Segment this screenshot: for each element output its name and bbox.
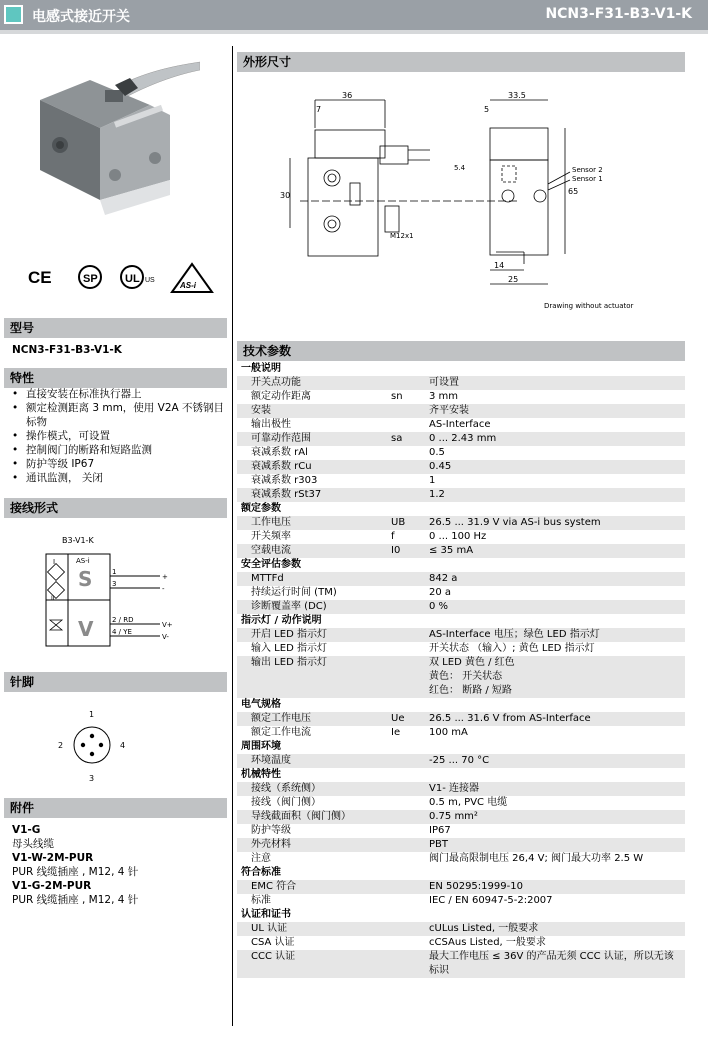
svg-text:UL: UL bbox=[125, 273, 140, 285]
v-label: V bbox=[78, 617, 94, 641]
spec-label: 输入 LED 指示灯 bbox=[237, 642, 387, 656]
spec-value: 0 % bbox=[425, 600, 685, 614]
model-value: NCN3-F31-B3-V1-K bbox=[12, 344, 122, 356]
model-header: 型号 bbox=[4, 318, 227, 338]
spec-row bbox=[237, 880, 685, 894]
svg-text:-: - bbox=[162, 585, 165, 593]
feature-item: • 额定检测距离 3 mm，使用 V2A 不锈钢目标物 bbox=[12, 401, 227, 429]
spec-row bbox=[237, 726, 685, 740]
spec-label: 开关频率 bbox=[237, 530, 387, 544]
spec-symbol bbox=[387, 642, 425, 656]
spec-value: 双 LED 黄色 / 红色 黄色： 开关状态 红色： 断路 / 短路 bbox=[425, 656, 685, 698]
spec-label: 开启 LED 指示灯 bbox=[237, 628, 387, 642]
spec-label: 防护等级 bbox=[237, 824, 387, 838]
spec-row bbox=[237, 530, 685, 544]
spec-symbol bbox=[387, 446, 425, 460]
spec-row bbox=[237, 852, 685, 866]
spec-value: 0.5 m, PVC 电缆 bbox=[425, 796, 685, 810]
spec-row bbox=[237, 544, 685, 558]
connection-header: 接线形式 bbox=[4, 498, 227, 518]
svg-text:7: 7 bbox=[316, 105, 322, 114]
spec-row bbox=[237, 404, 685, 418]
spec-group-title bbox=[237, 698, 685, 712]
ce-mark-icon: CE bbox=[28, 268, 52, 287]
feature-item: • 操作模式，可设置 bbox=[12, 429, 227, 443]
spec-row bbox=[237, 754, 685, 768]
spec-row bbox=[237, 796, 685, 810]
spec-group-title bbox=[237, 614, 685, 628]
spec-row bbox=[237, 782, 685, 796]
spec-value: 阀门最高限制电压 26,4 V; 阀门最大功率 2.5 W bbox=[425, 852, 685, 866]
svg-text:US: US bbox=[145, 277, 155, 284]
spec-label: CCC 认证 bbox=[237, 950, 387, 978]
svg-text:Sensor 2: Sensor 2 bbox=[572, 166, 603, 174]
spec-row bbox=[237, 390, 685, 404]
spec-label: 开关点功能 bbox=[237, 376, 387, 390]
spec-symbol bbox=[387, 754, 425, 768]
spec-symbol bbox=[387, 600, 425, 614]
svg-text:1: 1 bbox=[112, 568, 117, 576]
spec-group-label: 认证和证书 bbox=[237, 908, 685, 922]
spec-symbol bbox=[387, 628, 425, 642]
spec-label: 导线截面积（阀门侧） bbox=[237, 810, 387, 824]
spec-symbol bbox=[387, 810, 425, 824]
asi-label: AS-i bbox=[76, 557, 90, 565]
spec-symbol bbox=[387, 894, 425, 908]
spec-label: 标准 bbox=[237, 894, 387, 908]
spec-value: 1.2 bbox=[425, 488, 685, 502]
spec-label: 环境温度 bbox=[237, 754, 387, 768]
page-title: 电感式接近开关 bbox=[32, 9, 130, 25]
spec-row bbox=[237, 922, 685, 936]
spec-value: V1- 连接器 bbox=[425, 782, 685, 796]
spec-value: 0 ... 100 Hz bbox=[425, 530, 685, 544]
features-list bbox=[12, 387, 227, 485]
spec-label: 安装 bbox=[237, 404, 387, 418]
spec-symbol bbox=[387, 488, 425, 502]
feature-item: • 直接安装在标准执行器上 bbox=[12, 387, 227, 401]
accessory-desc: 母头线缆 bbox=[12, 838, 54, 850]
svg-text:5: 5 bbox=[484, 105, 490, 114]
spec-symbol bbox=[387, 922, 425, 936]
spec-row bbox=[237, 950, 685, 978]
spec-row bbox=[237, 376, 685, 390]
svg-text:I: I bbox=[53, 558, 56, 566]
spec-label: 衰减系数 rAl bbox=[237, 446, 387, 460]
features-header: 特性 bbox=[4, 368, 227, 388]
spec-symbol bbox=[387, 782, 425, 796]
accessory-list bbox=[12, 823, 227, 907]
spec-row bbox=[237, 810, 685, 824]
spec-symbol: UB bbox=[387, 516, 425, 530]
svg-text:4: 4 bbox=[120, 741, 126, 750]
svg-text:SP: SP bbox=[83, 273, 98, 285]
svg-text:65: 65 bbox=[568, 187, 579, 196]
feature-item: • 防护等级 IP67 bbox=[12, 457, 227, 471]
dimensions-header: 外形尺寸 bbox=[237, 52, 685, 72]
dimension-drawing bbox=[240, 88, 685, 318]
spec-label: 输出 LED 指示灯 bbox=[237, 656, 387, 698]
spec-symbol: sa bbox=[387, 432, 425, 446]
spec-symbol bbox=[387, 460, 425, 474]
spec-group-title bbox=[237, 908, 685, 922]
pinout-header: 针脚 bbox=[4, 672, 227, 692]
svg-text:30: 30 bbox=[280, 191, 291, 200]
feature-item: • 控制阀门的断路和短路监测 bbox=[12, 443, 227, 457]
spec-value: EN 50295:1999-10 bbox=[425, 880, 685, 894]
spec-value: AS-Interface 电压；绿色 LED 指示灯 bbox=[425, 628, 685, 642]
svg-text:14: 14 bbox=[494, 261, 505, 270]
spec-label: 衰减系数 rCu bbox=[237, 460, 387, 474]
spec-symbol bbox=[387, 796, 425, 810]
svg-text:1: 1 bbox=[89, 710, 95, 719]
spec-symbol bbox=[387, 572, 425, 586]
spec-group-label: 一般说明 bbox=[237, 362, 685, 376]
spec-symbol: sn bbox=[387, 390, 425, 404]
spec-symbol bbox=[387, 880, 425, 894]
spec-symbol bbox=[387, 950, 425, 978]
spec-row bbox=[237, 712, 685, 726]
spec-value: 齐平安装 bbox=[425, 404, 685, 418]
svg-text:3: 3 bbox=[89, 774, 95, 783]
connection-diagram bbox=[40, 548, 220, 658]
certification-logos bbox=[20, 260, 220, 296]
spec-group-title bbox=[237, 362, 685, 376]
spec-symbol bbox=[387, 586, 425, 600]
spec-label: 接线（系统侧） bbox=[237, 782, 387, 796]
spec-symbol: Ue bbox=[387, 712, 425, 726]
svg-text:V-: V- bbox=[162, 633, 169, 641]
spec-label: MTTFd bbox=[237, 572, 387, 586]
spec-table bbox=[237, 362, 685, 978]
spec-symbol bbox=[387, 404, 425, 418]
spec-value: 最大工作电压 ≤ 36V 的产品无须 CCC 认证，所以无该标识 bbox=[425, 950, 685, 978]
spec-label: 可靠动作范围 bbox=[237, 432, 387, 446]
spec-group-label: 符合标准 bbox=[237, 866, 685, 880]
spec-group-label: 周围环境 bbox=[237, 740, 685, 754]
feature-item: • 通讯监测， 关闭 bbox=[12, 471, 227, 485]
spec-row bbox=[237, 656, 685, 698]
spec-value: PBT bbox=[425, 838, 685, 852]
spec-value: IP67 bbox=[425, 824, 685, 838]
spec-value: 0.75 mm² bbox=[425, 810, 685, 824]
svg-text:M12x1: M12x1 bbox=[390, 232, 414, 240]
spec-value: 26.5 ... 31.9 V via AS-i bus system bbox=[425, 516, 685, 530]
spec-row bbox=[237, 936, 685, 950]
spec-row bbox=[237, 642, 685, 656]
spec-row bbox=[237, 600, 685, 614]
spec-label: 持续运行时间 (TM) bbox=[237, 586, 387, 600]
title-bar bbox=[0, 0, 708, 30]
spec-value: 842 a bbox=[425, 572, 685, 586]
spec-symbol bbox=[387, 474, 425, 488]
svg-text:II: II bbox=[51, 595, 55, 602]
spec-row bbox=[237, 838, 685, 852]
spec-value: 0.45 bbox=[425, 460, 685, 474]
spec-label: 外壳材料 bbox=[237, 838, 387, 852]
spec-value: 3 mm bbox=[425, 390, 685, 404]
svg-text:3: 3 bbox=[112, 580, 117, 588]
product-photo bbox=[30, 60, 200, 225]
spec-value: AS-Interface bbox=[425, 418, 685, 432]
spec-label: 接线（阀门侧） bbox=[237, 796, 387, 810]
accessory-desc: PUR 线缆插座 , M12, 4 针 bbox=[12, 894, 139, 906]
pinout-diagram bbox=[50, 705, 140, 785]
spec-label: 衰减系数 r303 bbox=[237, 474, 387, 488]
spec-value: 可设置 bbox=[425, 376, 685, 390]
svg-text:4 / YE: 4 / YE bbox=[112, 628, 132, 636]
model-number: NCN3-F31-B3-V1-K bbox=[545, 6, 692, 22]
accessory-name: V1-G-2M-PUR bbox=[12, 880, 92, 892]
svg-text:5.4: 5.4 bbox=[454, 164, 466, 172]
spec-value: 100 mA bbox=[425, 726, 685, 740]
svg-text:+: + bbox=[162, 573, 168, 581]
svg-text:36: 36 bbox=[342, 91, 353, 100]
svg-text:25: 25 bbox=[508, 275, 519, 284]
spec-row bbox=[237, 824, 685, 838]
spec-label: 额定工作电压 bbox=[237, 712, 387, 726]
svg-text:2 / RD: 2 / RD bbox=[112, 616, 134, 624]
accessory-name: V1-G bbox=[12, 824, 41, 836]
s-label: S bbox=[78, 567, 93, 591]
spec-symbol bbox=[387, 936, 425, 950]
spec-row bbox=[237, 586, 685, 600]
svg-text:Sensor 1: Sensor 1 bbox=[572, 175, 603, 183]
spec-symbol bbox=[387, 656, 425, 698]
spec-group-label: 指示灯 / 动作说明 bbox=[237, 614, 685, 628]
spec-label: CSA 认证 bbox=[237, 936, 387, 950]
spec-row bbox=[237, 572, 685, 586]
spec-label: 空载电流 bbox=[237, 544, 387, 558]
spec-value: -25 ... 70 °C bbox=[425, 754, 685, 768]
spec-label: 衰减系数 rSt37 bbox=[237, 488, 387, 502]
spec-row bbox=[237, 628, 685, 642]
spec-label: 注意 bbox=[237, 852, 387, 866]
spec-symbol: I0 bbox=[387, 544, 425, 558]
tech-data-header: 技术参数 bbox=[237, 341, 685, 361]
spec-label: 工作电压 bbox=[237, 516, 387, 530]
svg-text:Drawing without actuator: Drawing without actuator bbox=[544, 302, 634, 310]
accessories-header: 附件 bbox=[4, 798, 227, 818]
spec-group-title bbox=[237, 768, 685, 782]
accessory-desc: PUR 线缆插座 , M12, 4 针 bbox=[12, 866, 139, 878]
spec-symbol bbox=[387, 852, 425, 866]
spec-label: 输出极性 bbox=[237, 418, 387, 432]
spec-value: 0.5 bbox=[425, 446, 685, 460]
svg-text:V+: V+ bbox=[162, 621, 173, 629]
spec-symbol bbox=[387, 838, 425, 852]
spec-value: IEC / EN 60947-5-2:2007 bbox=[425, 894, 685, 908]
accessory-name: V1-W-2M-PUR bbox=[12, 852, 94, 864]
svg-text:2: 2 bbox=[58, 741, 64, 750]
spec-group-title bbox=[237, 502, 685, 516]
title-bar-underline bbox=[0, 30, 708, 34]
spec-value: cCSAus Listed, 一般要求 bbox=[425, 936, 685, 950]
spec-group-label: 机械特性 bbox=[237, 768, 685, 782]
spec-value: 20 a bbox=[425, 586, 685, 600]
spec-value: 开关状态 （输入）; 黄色 LED 指示灯 bbox=[425, 642, 685, 656]
spec-row bbox=[237, 516, 685, 530]
spec-value: 0 ... 2.43 mm bbox=[425, 432, 685, 446]
spec-group-label: 电气规格 bbox=[237, 698, 685, 712]
spec-group-title bbox=[237, 866, 685, 880]
spec-label: 诊断覆盖率 (DC) bbox=[237, 600, 387, 614]
spec-row bbox=[237, 446, 685, 460]
spec-value: cULus Listed, 一般要求 bbox=[425, 922, 685, 936]
spec-row bbox=[237, 488, 685, 502]
spec-symbol bbox=[387, 824, 425, 838]
spec-label: 额定动作距离 bbox=[237, 390, 387, 404]
spec-value: ≤ 35 mA bbox=[425, 544, 685, 558]
spec-row bbox=[237, 432, 685, 446]
spec-label: 额定工作电流 bbox=[237, 726, 387, 740]
spec-row bbox=[237, 894, 685, 908]
spec-label: UL 认证 bbox=[237, 922, 387, 936]
spec-symbol bbox=[387, 418, 425, 432]
spec-row bbox=[237, 418, 685, 432]
connection-label: B3-V1-K bbox=[62, 536, 94, 545]
spec-label: EMC 符合 bbox=[237, 880, 387, 894]
spec-row bbox=[237, 460, 685, 474]
svg-text:33.5: 33.5 bbox=[508, 91, 526, 100]
spec-value: 26.5 ... 31.6 V from AS-Interface bbox=[425, 712, 685, 726]
spec-symbol: Ie bbox=[387, 726, 425, 740]
spec-symbol bbox=[387, 376, 425, 390]
column-divider bbox=[232, 46, 233, 1026]
spec-group-label: 安全评估参数 bbox=[237, 558, 685, 572]
svg-text:AS-i: AS-i bbox=[180, 281, 196, 290]
brand-logo bbox=[4, 5, 23, 24]
spec-symbol: f bbox=[387, 530, 425, 544]
spec-group-title bbox=[237, 558, 685, 572]
spec-group-label: 额定参数 bbox=[237, 502, 685, 516]
spec-value: 1 bbox=[425, 474, 685, 488]
spec-group-title bbox=[237, 740, 685, 754]
spec-row bbox=[237, 474, 685, 488]
